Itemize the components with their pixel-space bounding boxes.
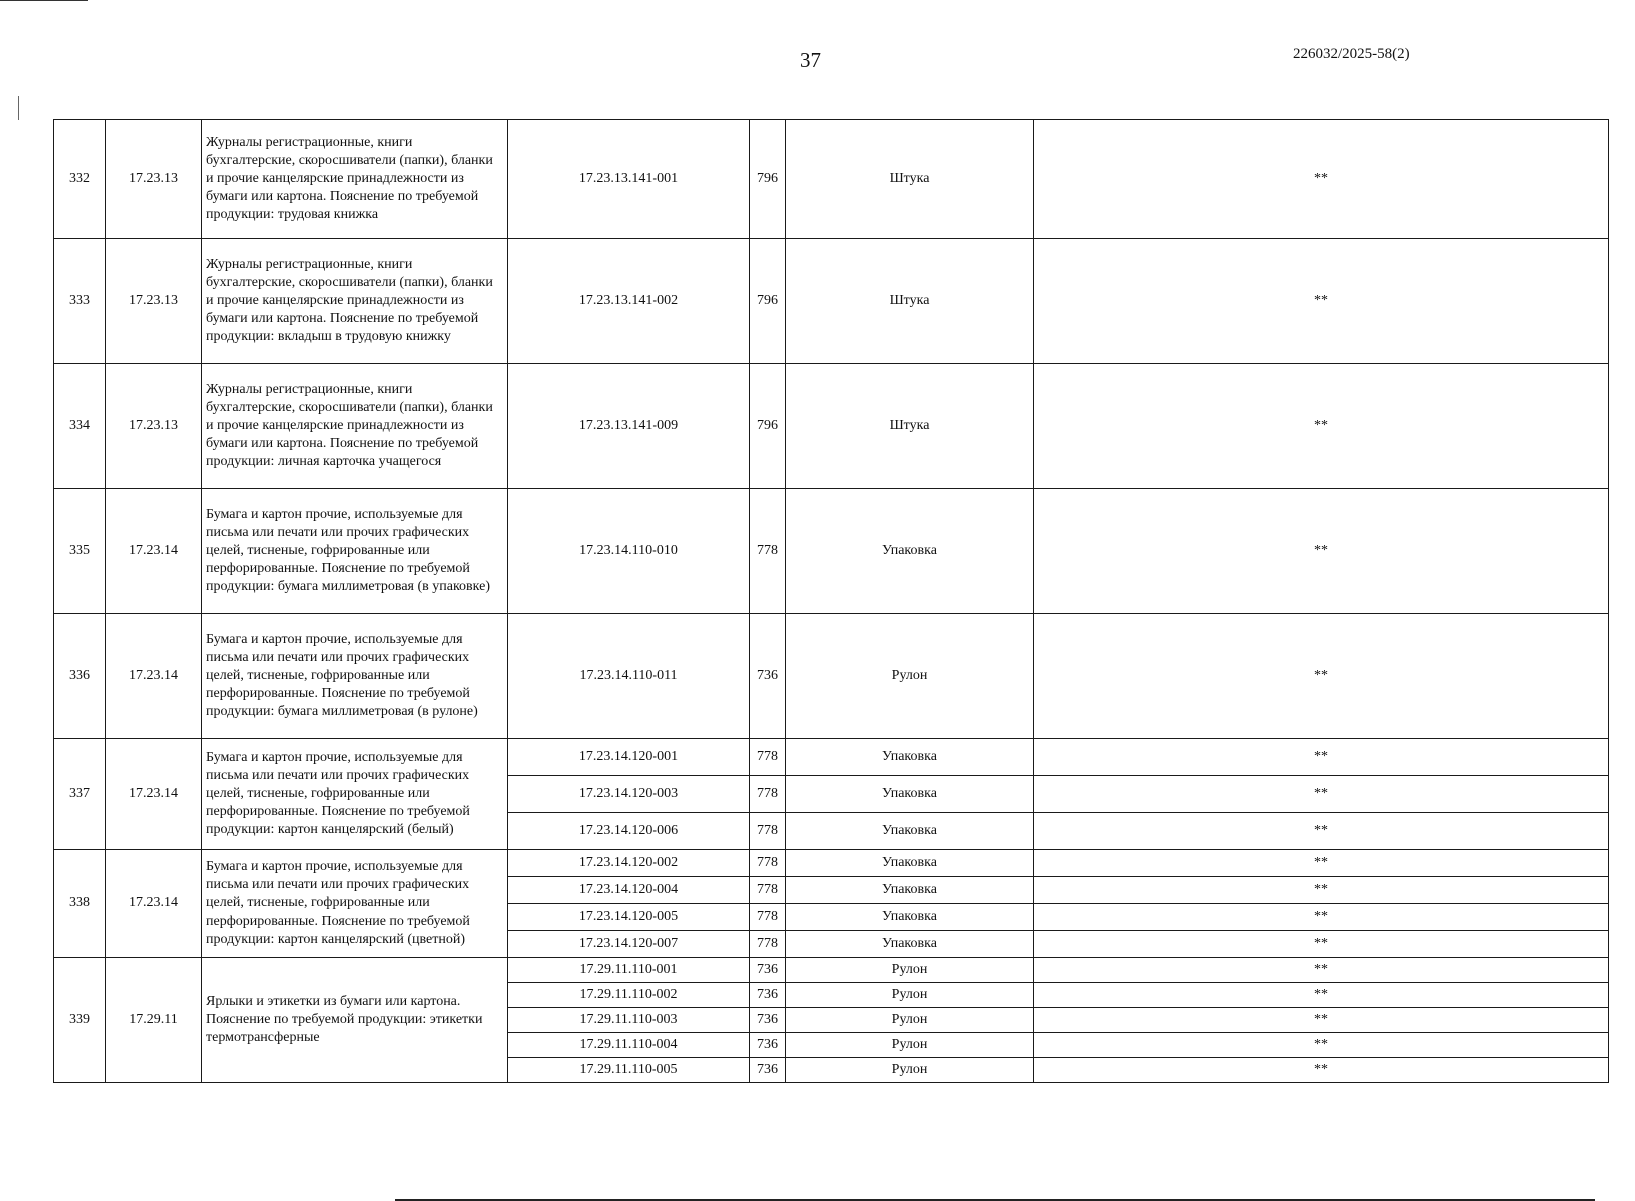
product-description: Бумага и картон прочие, используемые для письма или печати или прочих графических целей, тисненые, гофрированные или перфорированные. Пояснение по требуемой продукции: картон канцелярский (белый) <box>202 739 508 850</box>
product-description: Журналы регистрационные, книги бухгалтерские, скоросшиватели (папки), бланки и прочие канцелярские принадлежности из бумаги или картона. Пояснение по требуемой продукции: трудовая книжка <box>202 120 508 239</box>
table-row <box>54 239 1609 364</box>
unit-name: Рулон <box>786 614 1034 739</box>
okpd-code: 17.23.14 <box>106 614 202 739</box>
row-number: 333 <box>54 239 106 364</box>
ktru-code: 17.29.11.110-004 <box>508 1033 750 1058</box>
requirement-mark: ** <box>1034 958 1609 983</box>
row-number: 336 <box>54 614 106 739</box>
okei-code: 778 <box>750 489 786 614</box>
ktru-code: 17.29.11.110-002 <box>508 983 750 1008</box>
ktru-code: 17.23.13.141-002 <box>508 239 750 364</box>
unit-name: Рулон <box>786 1058 1034 1083</box>
okei-code: 778 <box>750 813 786 850</box>
ktru-code: 17.29.11.110-001 <box>508 958 750 983</box>
ktru-code: 17.23.14.120-007 <box>508 931 750 958</box>
unit-name: Рулон <box>786 958 1034 983</box>
ktru-code: 17.23.14.120-003 <box>508 776 750 813</box>
okei-code: 778 <box>750 739 786 776</box>
okei-code: 736 <box>750 958 786 983</box>
okpd-code: 17.23.14 <box>106 739 202 850</box>
page-number: 37 <box>800 48 821 72</box>
row-number: 334 <box>54 364 106 489</box>
okei-code: 778 <box>750 877 786 904</box>
specification-table <box>53 119 1609 1083</box>
unit-name: Упаковка <box>786 489 1034 614</box>
requirement-mark: ** <box>1034 614 1609 739</box>
ktru-code: 17.29.11.110-005 <box>508 1058 750 1083</box>
ktru-code: 17.23.14.110-010 <box>508 489 750 614</box>
okei-code: 778 <box>750 931 786 958</box>
table-row <box>54 364 1609 489</box>
requirement-mark: ** <box>1034 739 1609 776</box>
ktru-code: 17.23.14.120-006 <box>508 813 750 850</box>
okei-code: 736 <box>750 1033 786 1058</box>
row-number: 338 <box>54 850 106 958</box>
row-number: 332 <box>54 120 106 239</box>
okpd-code: 17.23.14 <box>106 850 202 958</box>
requirement-mark: ** <box>1034 904 1609 931</box>
unit-name: Упаковка <box>786 813 1034 850</box>
ktru-code: 17.23.14.120-004 <box>508 877 750 904</box>
ktru-code: 17.23.13.141-009 <box>508 364 750 489</box>
okpd-code: 17.23.14 <box>106 489 202 614</box>
product-description: Ярлыки и этикетки из бумаги или картона. Пояснение по требуемой продукции: этикетки термотрансферные <box>202 958 508 1083</box>
product-description: Журналы регистрационные, книги бухгалтерские, скоросшиватели (папки), бланки и прочие канцелярские принадлежности из бумаги или картона. Пояснение по требуемой продукции: личная карточка учащегося <box>202 364 508 489</box>
unit-name: Упаковка <box>786 877 1034 904</box>
okei-code: 778 <box>750 776 786 813</box>
unit-name: Рулон <box>786 983 1034 1008</box>
unit-name: Штука <box>786 239 1034 364</box>
okei-code: 796 <box>750 239 786 364</box>
requirement-mark: ** <box>1034 983 1609 1008</box>
requirement-mark: ** <box>1034 1008 1609 1033</box>
okei-code: 778 <box>750 850 786 877</box>
requirement-mark: ** <box>1034 850 1609 877</box>
corner-scan-mark <box>0 0 88 1</box>
product-description: Бумага и картон прочие, используемые для письма или печати или прочих графических целей, тисненые, гофрированные или перфорированные. Пояснение по требуемой продукции: бумага миллиметровая (в упаковке) <box>202 489 508 614</box>
row-number: 339 <box>54 958 106 1083</box>
unit-name: Упаковка <box>786 739 1034 776</box>
requirement-mark: ** <box>1034 239 1609 364</box>
table-row <box>54 958 1609 983</box>
ktru-code: 17.23.14.120-002 <box>508 850 750 877</box>
ktru-code: 17.23.13.141-001 <box>508 120 750 239</box>
table-row <box>54 120 1609 239</box>
okpd-code: 17.23.13 <box>106 239 202 364</box>
table-body <box>54 120 1609 1083</box>
requirement-mark: ** <box>1034 813 1609 850</box>
okei-code: 736 <box>750 1008 786 1033</box>
unit-name: Рулон <box>786 1033 1034 1058</box>
row-number: 335 <box>54 489 106 614</box>
ktru-code: 17.23.14.110-011 <box>508 614 750 739</box>
row-number: 337 <box>54 739 106 850</box>
okpd-code: 17.29.11 <box>106 958 202 1083</box>
requirement-mark: ** <box>1034 776 1609 813</box>
ktru-code: 17.23.14.120-001 <box>508 739 750 776</box>
ktru-code: 17.23.14.120-005 <box>508 904 750 931</box>
okei-code: 796 <box>750 364 786 489</box>
document-number: 226032/2025-58(2) <box>1293 46 1410 62</box>
margin-tick <box>18 96 19 120</box>
unit-name: Штука <box>786 120 1034 239</box>
unit-name: Упаковка <box>786 850 1034 877</box>
okei-code: 736 <box>750 614 786 739</box>
product-description: Журналы регистрационные, книги бухгалтерские, скоросшиватели (папки), бланки и прочие канцелярские принадлежности из бумаги или картона. Пояснение по требуемой продукции: вкладыш в трудовую книжку <box>202 239 508 364</box>
requirement-mark: ** <box>1034 364 1609 489</box>
unit-name: Упаковка <box>786 931 1034 958</box>
requirement-mark: ** <box>1034 120 1609 239</box>
unit-name: Упаковка <box>786 776 1034 813</box>
requirement-mark: ** <box>1034 1058 1609 1083</box>
table-row <box>54 489 1609 614</box>
table-row <box>54 739 1609 776</box>
okei-code: 736 <box>750 983 786 1008</box>
requirement-mark: ** <box>1034 931 1609 958</box>
okei-code: 778 <box>750 904 786 931</box>
product-description: Бумага и картон прочие, используемые для письма или печати или прочих графических целей, тисненые, гофрированные или перфорированные. Пояснение по требуемой продукции: картон канцелярский (цветной) <box>202 850 508 958</box>
requirement-mark: ** <box>1034 1033 1609 1058</box>
table-row <box>54 850 1609 877</box>
okei-code: 796 <box>750 120 786 239</box>
okei-code: 736 <box>750 1058 786 1083</box>
okpd-code: 17.23.13 <box>106 364 202 489</box>
okpd-code: 17.23.13 <box>106 120 202 239</box>
requirement-mark: ** <box>1034 877 1609 904</box>
unit-name: Штука <box>786 364 1034 489</box>
requirement-mark: ** <box>1034 489 1609 614</box>
unit-name: Рулон <box>786 1008 1034 1033</box>
table-row <box>54 614 1609 739</box>
product-description: Бумага и картон прочие, используемые для письма или печати или прочих графических целей, тисненые, гофрированные или перфорированные. Пояснение по требуемой продукции: бумага миллиметровая (в рулоне) <box>202 614 508 739</box>
ktru-code: 17.29.11.110-003 <box>508 1008 750 1033</box>
unit-name: Упаковка <box>786 904 1034 931</box>
